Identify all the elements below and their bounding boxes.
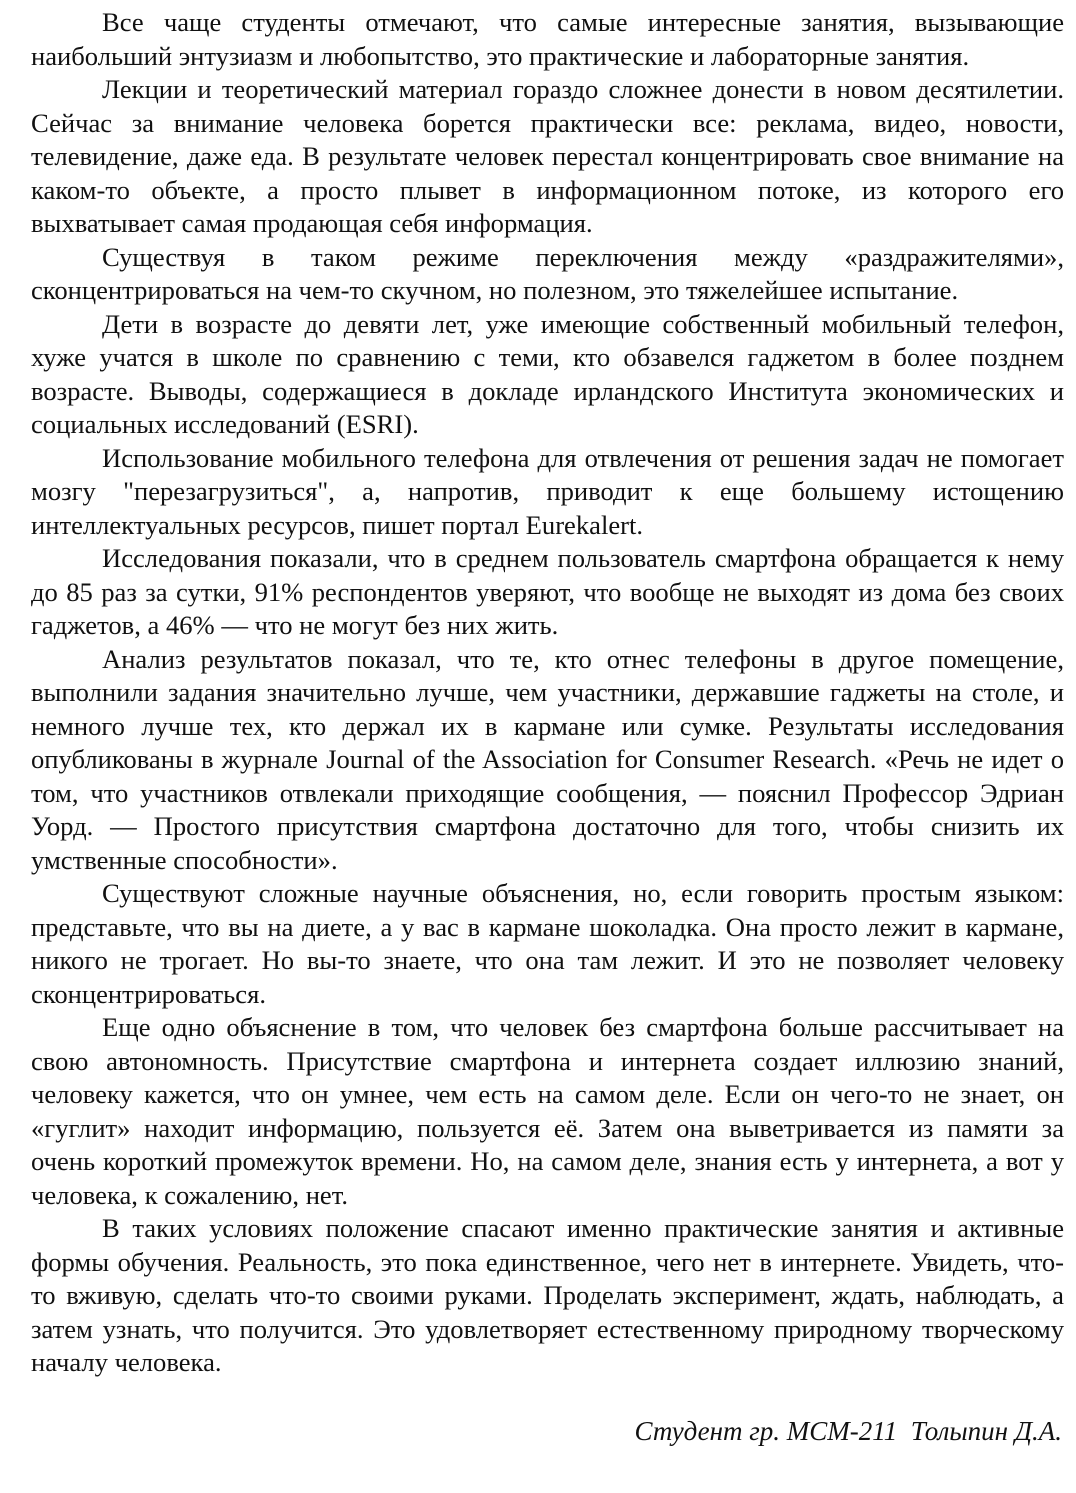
paragraph-9: Еще одно объяснение в том, что человек без смартфона больше рассчитывает на свою автономность. Присутствие смартфона и интернета создает иллюзию знаний, человеку кажется, что он умнее, чем есть на самом деле. Если он чего-то не знает, он «гуглит» находит информацию, пользуется её. Затем она выветривается из памяти за очень короткий промежуток времени. Но, на самом деле, знания есть у интернета, а вот у человека, к сожалению, нет. — [31, 1012, 1064, 1210]
paragraph-4: Дети в возрасте до девяти лет, уже имеющие собственный мобильный телефон, хуже учатся в школе по сравнению с теми, кто обзавелся гаджетом в более позднем возрасте. Выводы, содержащиеся в докладе ирландского Института экономических и социальных исследований (ESRI). — [31, 308, 1064, 439]
document-body — [31, 6, 1064, 1380]
paragraph-8: Существуют сложные научные объяснения, но, если говорить простым языком: представьте, что вы на диете, а у вас в кармане шоколадка. Она просто лежит в кармане, никого не трогает. Но вы-то знаете, что она там лежит. И это не позволяет человеку сконцентрироваться. — [31, 878, 1064, 1009]
paragraph-5: Использование мобильного телефона для отвлечения от решения задач не помогает мозгу "перезагрузиться", а, напротив, приводит к еще большему истощению интеллектуальных ресурсов, пишет портал Eurekalert. — [31, 442, 1064, 540]
paragraph-1: Все чаще студенты отмечают, что самые интересные занятия, вызывающие наибольший энтузиазм и любопытство, это практические и лабораторные занятия. — [31, 7, 1064, 71]
paragraph-6: Исследования показали, что в среднем пользователь смартфона обращается к нему до 85 раз за сутки, 91% респондентов уверяют, что вообще не выходят из дома без своих гаджетов, а 46% — что не могут без них жить. — [31, 543, 1064, 640]
paragraph-10: В таких условиях положение спасают именно практические занятия и активные формы обучения. Реальность, это пока единственное, чего нет в интернете. Увидеть, что-то вживую, сделать что-то своими руками. Проделать эксперимент, ждать, наблюдать, а затем узнать, что получится. Это удовлетворяет естественному природному творческому началу человека. — [31, 1213, 1064, 1377]
paragraph-7: Анализ результатов показал, что те, кто отнес телефоны в другое помещение, выполнили задания значительно лучше, чем участники, державшие гаджеты на столе, и немного лучше тех, кто держал их в кармане или сумке. Результаты исследования опубликованы в журнале Journal of the Association for Consumer Research. «Речь не идет о том, что участников отвлекали приходящие сообщения, — пояснил Профессор Эдриан Уорд. — Простого присутствия смартфона достаточно для того, чтобы снизить их умственные способности». — [31, 643, 1064, 875]
paragraph-2: Лекции и теоретический материал гораздо сложнее донести в новом десятилетии. Сейчас за внимание человека борется практически все: реклама, видео, новости, телевидение, даже еда. В результате человек перестал концентрировать свое внимание на каком-то объекте, а просто плывет в информационном потоке, из которого его выхватывает самая продающая себя информация. — [31, 74, 1064, 238]
author-signature: Студент гр. МСМ-211 Толыпин Д.А. — [634, 1416, 1062, 1446]
paragraph-3: Существуя в таком режиме переключения между «раздражителями», сконцентрироваться на чем-то скучном, но полезном, это тяжелейшее испытание. — [31, 241, 1064, 305]
